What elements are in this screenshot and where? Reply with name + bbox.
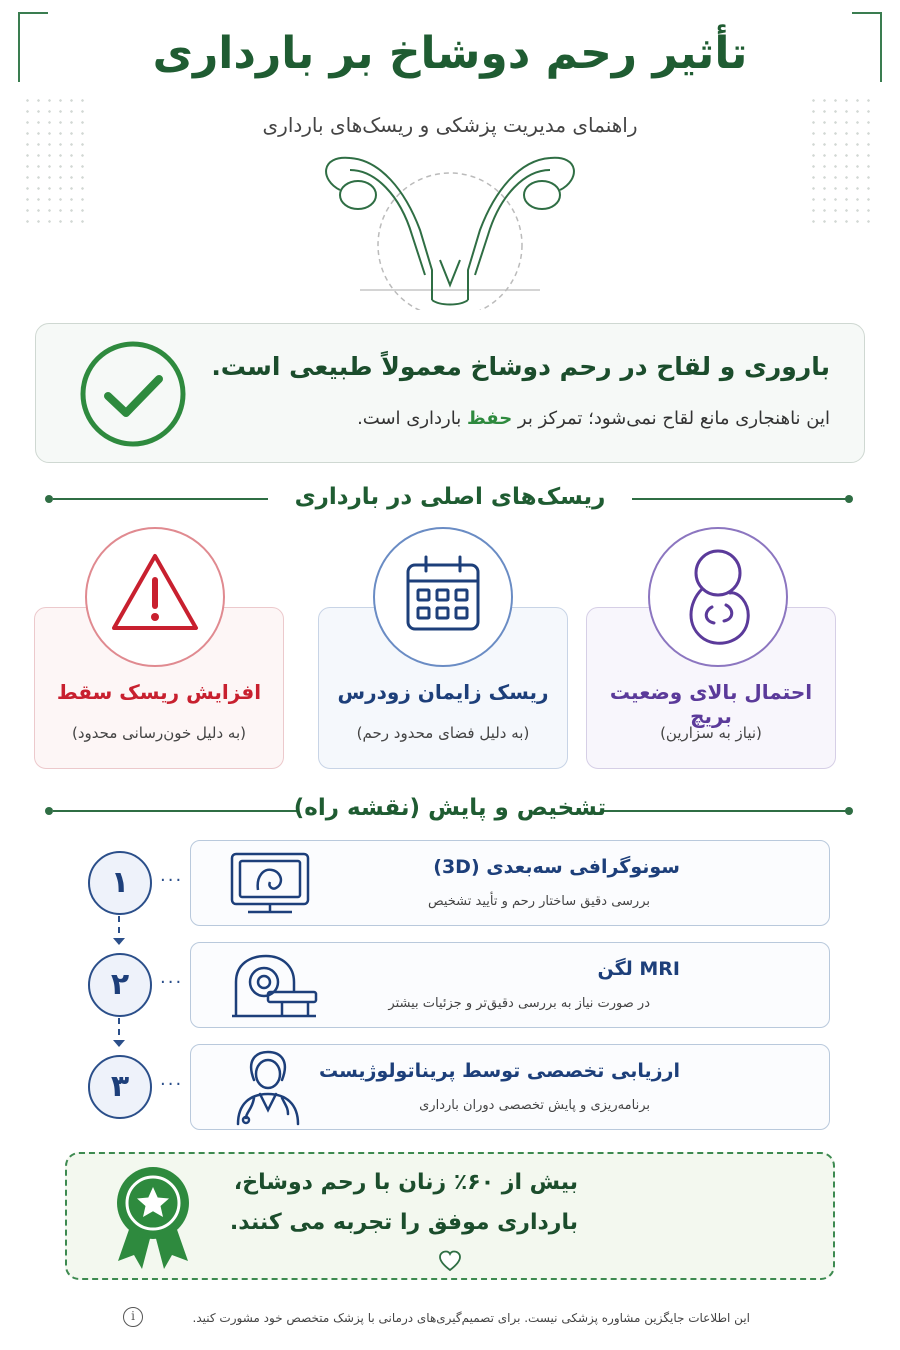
doctor-icon xyxy=(232,1050,304,1126)
ultrasound-icon xyxy=(228,852,312,918)
mri-icon xyxy=(228,952,320,1020)
step-connector: ··· xyxy=(160,870,184,891)
calendar-icon xyxy=(402,553,484,635)
highlight-word: حفظ xyxy=(466,408,513,429)
step-title-mri: MRI لگن xyxy=(597,958,680,980)
check-circle-icon xyxy=(78,339,188,449)
step-title-ultrasound: سونوگرافی سه‌بعدی (3D) xyxy=(433,856,680,878)
disclaimer-text: این اطلاعات جایگزین مشاوره پزشکی نیست. برای تصمیم‌گیری‌های درمانی با پزشک متخصص خود مشورت کنید. xyxy=(192,1311,750,1325)
risk-title-preterm: ریسک زایمان زودرس xyxy=(337,680,549,704)
success-line-1: بیش از ۶۰٪ زنان با رحم دوشاخ، xyxy=(233,1170,578,1195)
risk-title-breech: احتمال بالای وضعیت بریچ xyxy=(609,680,813,728)
page-subtitle: راهنمای مدیریت پزشکی و ریسک‌های بارداری xyxy=(262,113,638,137)
arrow-down-icon xyxy=(113,938,125,945)
risks-section-title: ریسک‌های اصلی در بارداری xyxy=(294,484,606,510)
fertility-card xyxy=(35,323,865,463)
arrow-down-icon xyxy=(113,1040,125,1047)
risk-subtitle-miscarriage: (به دلیل خون‌رسانی محدود) xyxy=(72,724,246,742)
award-badge-icon xyxy=(112,1165,194,1269)
fetus-icon xyxy=(668,545,768,649)
page-title: تأثیر رحم دوشاخ بر بارداری xyxy=(152,28,748,79)
risk-subtitle-breech: (نیاز به سزارین) xyxy=(660,724,762,742)
step-connector: ··· xyxy=(160,972,184,993)
uterus-icon xyxy=(310,150,590,310)
risk-subtitle-preterm: (به دلیل فضای محدود رحم) xyxy=(356,724,530,742)
step-subtitle-ultrasound: بررسی دقیق ساختار رحم و تأیید تشخیص xyxy=(427,894,650,909)
step-subtitle-perinatologist: برنامه‌ریزی و پایش تخصصی دوران بارداری xyxy=(419,1098,650,1113)
heart-icon xyxy=(438,1250,462,1272)
step-subtitle-mri: در صورت نیاز به بررسی دقیق‌تر و جزئیات بیشتر xyxy=(388,996,650,1011)
step-title-perinatologist: ارزیابی تخصصی توسط پریناتولوژیست xyxy=(318,1060,680,1082)
risk-title-miscarriage: افزایش ریسک سقط xyxy=(56,680,262,704)
step-connector: ··· xyxy=(160,1074,184,1095)
fertility-subtitle: این ناهنجاری مانع لقاح نمی‌شود؛ تمرکز بر حفظ بارداری است. xyxy=(357,408,830,429)
warning-icon xyxy=(108,550,202,636)
diagnosis-section-title: تشخیص و پایش (نقشه راه) xyxy=(293,795,607,821)
fertility-title: باروری و لقاح در رحم دوشاخ معمولاً طبیعی است. xyxy=(211,352,830,381)
success-line-2: بارداری موفق را تجربه می کنند. xyxy=(229,1210,578,1235)
step-number-1: ۱ xyxy=(88,851,152,915)
step-number-3: ۳ xyxy=(88,1055,152,1119)
step-number-2: ۲ xyxy=(88,953,152,1017)
info-icon: i xyxy=(123,1307,143,1327)
